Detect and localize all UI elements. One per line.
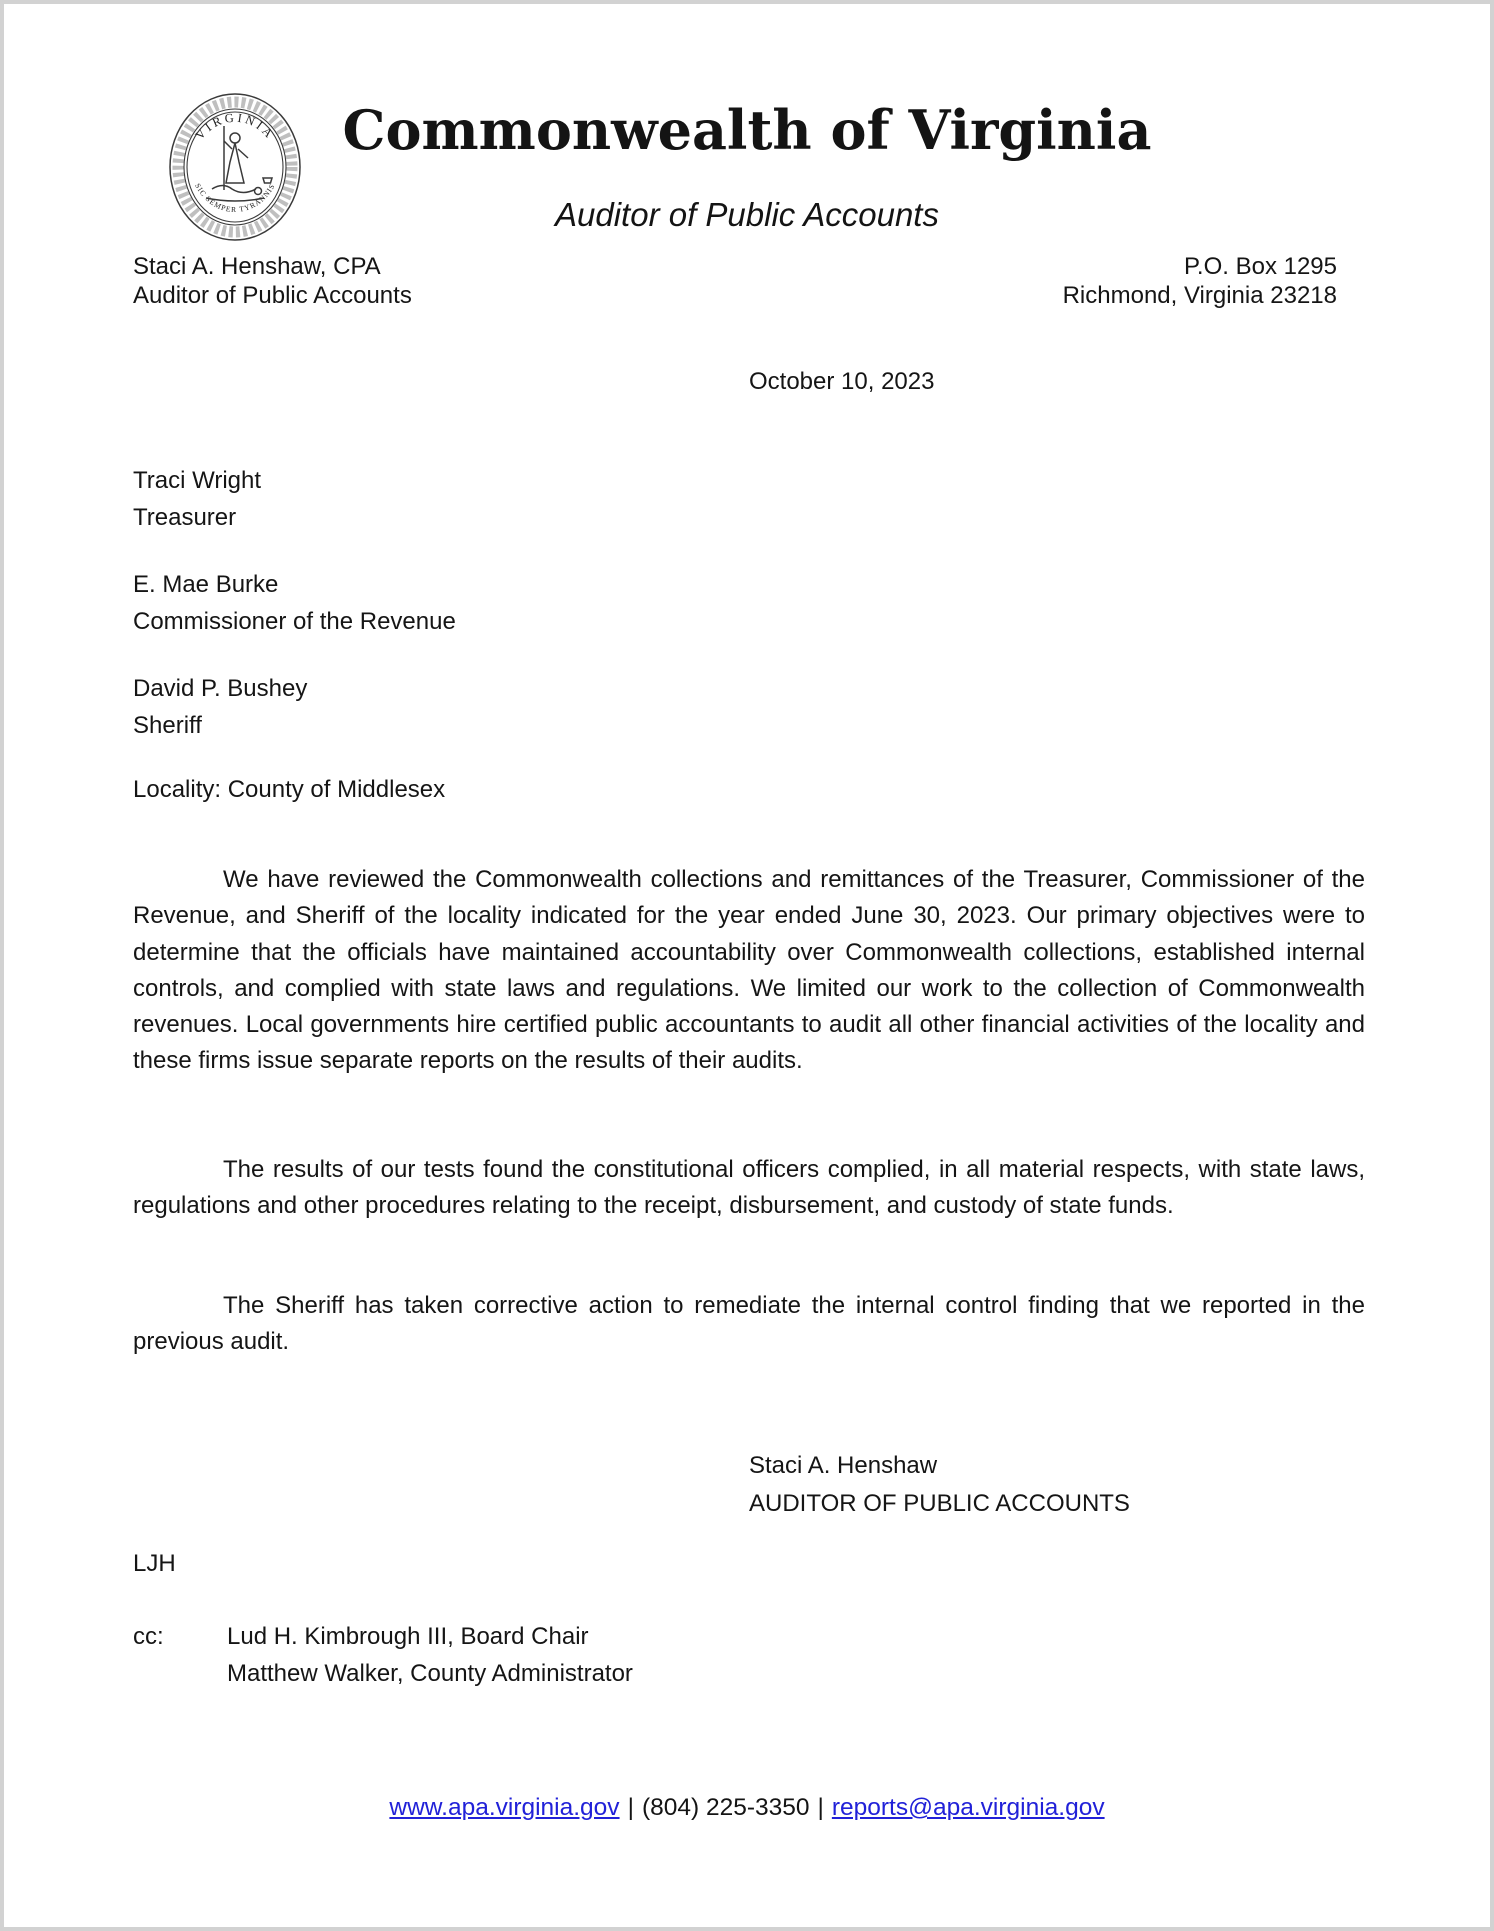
seal-motto-text: SIC SEMPER TYRANNIS: [193, 181, 277, 215]
footer-separator: |: [627, 1794, 634, 1821]
cc-entries: [227, 1618, 633, 1692]
letter-footer: [4, 1794, 1490, 1822]
email-link[interactable]: reports@apa.virginia.gov: [831, 1794, 1105, 1821]
address-city: Richmond, Virginia 23218: [1062, 282, 1337, 309]
typist-initials: LJH: [133, 1550, 176, 1577]
recipient-name: E. Mae Burke: [133, 571, 279, 598]
letter-date: October 10, 2023: [749, 368, 935, 395]
signature-title: AUDITOR OF PUBLIC ACCOUNTS: [749, 1489, 1130, 1517]
cc-block: [133, 1618, 633, 1692]
letterhead-title: Commonwealth of Virginia: [342, 98, 1152, 162]
footer-separator: |: [817, 1794, 824, 1821]
website-link[interactable]: www.apa.virginia.gov: [389, 1794, 620, 1821]
auditor-name: Staci A. Henshaw, CPA: [133, 253, 381, 280]
seal-top-text: VIRGINIA: [192, 110, 278, 143]
letterhead-subtitle: Auditor of Public Accounts: [555, 196, 939, 233]
recipient-title: Sheriff: [133, 712, 202, 739]
cc-label: cc:: [133, 1623, 164, 1650]
auditor-title: Auditor of Public Accounts: [133, 282, 412, 309]
phone-number: (804) 225-3350: [641, 1794, 810, 1821]
recipient-treasurer: [133, 462, 261, 536]
office-address-block: [1063, 252, 1337, 310]
recipient-sheriff: [133, 670, 307, 744]
address-po-box: P.O. Box 1295: [1184, 253, 1337, 280]
body-paragraph-3: The Sheriff has taken corrective action to remediate the internal control finding that we reported in the previous audit.: [133, 1292, 1365, 1356]
recipient-name: Traci Wright: [133, 467, 262, 494]
locality-line: Locality: County of Middlesex: [133, 776, 446, 803]
body-paragraph-2: The results of our tests found the constitutional officers complied, in all material respects, with state laws, regulations and other procedures relating to the receipt, disbursement, and custody of state funds.: [133, 1156, 1365, 1220]
recipient-name: David P. Bushey: [133, 675, 308, 702]
recipient-commissioner: [133, 566, 456, 640]
cc-entry: Lud H. Kimbrough III, Board Chair: [227, 1623, 589, 1650]
cc-entry: Matthew Walker, County Administrator: [227, 1660, 633, 1687]
signature-block: [749, 1447, 1130, 1522]
signature-name: Staci A. Henshaw: [749, 1452, 938, 1479]
recipient-title: Commissioner of the Revenue: [133, 608, 456, 635]
body-paragraph-1: We have reviewed the Commonwealth collections and remittances of the Treasurer, Commissioner of the Revenue, and Sheriff of the locality indicated for the year ended June 30, 2023. Our primary objectives were to determine that the officials have maintained accountability over Commonwealth collections, established internal controls, and complied with state laws and regulations. We limited our work to the collection of Commonwealth revenues. Local governments hire certified public accountants to audit all other financial activities of the locality and these firms issue separate reports on the results of their audits.: [133, 866, 1365, 1075]
recipient-title: Treasurer: [133, 504, 237, 531]
auditor-identity-block: [133, 252, 412, 310]
